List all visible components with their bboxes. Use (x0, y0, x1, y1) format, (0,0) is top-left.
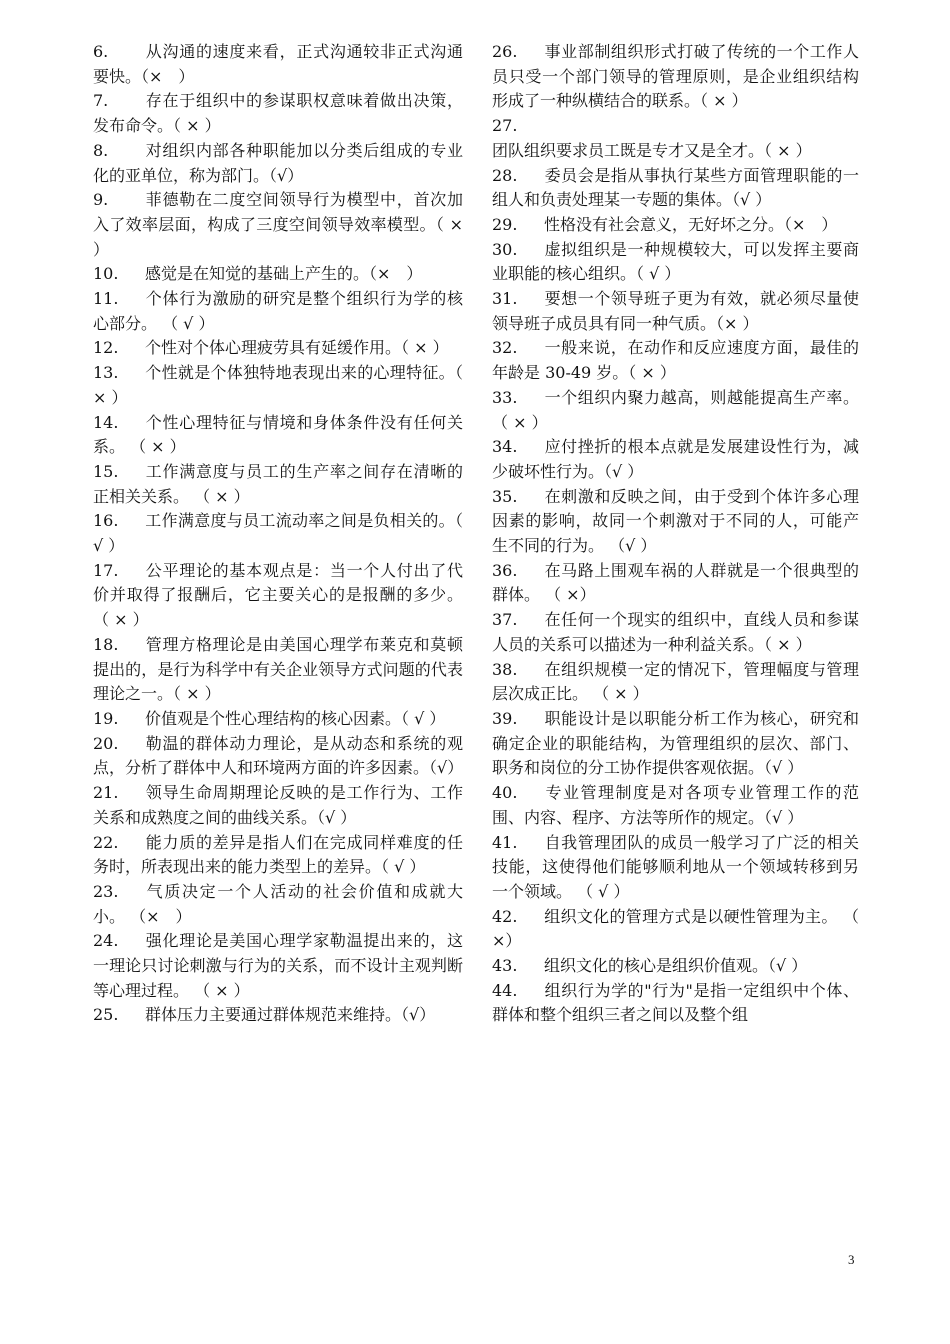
statement-item (93, 336, 463, 361)
statement-number: 13. (93, 363, 119, 383)
statement-number: 17. (93, 560, 119, 580)
statement-item (492, 781, 859, 830)
statement-number: 7. (93, 91, 109, 111)
statement-number: 6. (93, 42, 109, 61)
statement-item (492, 386, 859, 435)
statement-item (492, 485, 859, 559)
statement-text: 组织行为学的"行为"是指一定组织中个体、群体和整个组织三者之间以及整个组 (492, 980, 859, 1025)
statement-number: 44. (492, 980, 518, 1000)
statement-text: 菲德勒在二度空间领导行为模型中，首次加入了效率层面，构成了三度空间领导效率模型。（ × ） (93, 190, 463, 259)
statement-item (93, 139, 463, 188)
statement-item (93, 411, 463, 460)
statement-text: 工作满意度与员工流动率之间是负相关的。（ √ ） (93, 511, 463, 556)
statement-item (93, 1003, 463, 1028)
statement-text: 个性心理特征与情境和身体条件没有任何关系。 （ × ） (93, 412, 463, 457)
statement-item (93, 188, 463, 262)
statement-item (492, 905, 859, 954)
statement-number: 15. (93, 461, 119, 481)
statement-number: 39. (492, 708, 518, 728)
statement-item (492, 559, 859, 608)
statement-number: 22. (93, 832, 119, 852)
statement-text: 从沟通的速度来看，正式沟通较非正式沟通要快。（× ） (93, 42, 463, 86)
statement-text: 个性对个体心理疲劳具有延缓作用。（ × ） (145, 338, 449, 358)
statement-number: 25. (93, 1005, 119, 1025)
statement-text: 勒温的群体动力理论，是从动态和系统的观点，分析了群体中人和环境两方面的许多因素。（√） (93, 733, 464, 778)
statement-text: 个性就是个体独特地表现出来的心理特征。（ × ） (93, 363, 463, 407)
statement-text: 在刺激和反映之间，由于受到个体许多心理因素的影响，故同一个刺激对于不同的人，可能产生不同的行为。 （√ ） (492, 486, 859, 556)
statement-number: 27. (492, 116, 518, 136)
statement-text: 应付挫折的根本点就是发展建设性行为，减少破坏性行为。（√ ） (492, 437, 859, 481)
statement-text: 在组织规模一定的情况下，管理幅度与管理层次成正比。 （ × ） (492, 659, 859, 704)
statement-item (93, 732, 463, 781)
statement-item (492, 213, 859, 238)
statement-text: 个体行为激励的研究是整个组织行为学的核心部分。 （ √ ） (93, 289, 463, 333)
statement-number: 14. (93, 412, 119, 432)
page-number: 3 (848, 1252, 855, 1267)
statement-item (93, 509, 463, 558)
statement-number: 8. (93, 140, 109, 160)
statement-item (93, 633, 463, 707)
statement-item (492, 954, 859, 979)
statement-number: 41. (492, 832, 518, 852)
statement-item (93, 89, 463, 138)
statement-number: 20. (93, 733, 119, 753)
statement-text: 管理方格理论是由美国心理学布莱克和莫顿提出的，是行为科学中有关企业领导方式问题的代表理论之一。（ × ） (93, 634, 463, 704)
statement-number: 42. (492, 906, 518, 926)
statement-item (492, 238, 859, 287)
statement-item (93, 707, 463, 732)
statement-number: 18. (93, 634, 119, 654)
statement-item (492, 831, 859, 905)
statement-text: 一个组织内聚力越高，则越能提高生产率。 （ × ） (492, 387, 859, 432)
statement-text: 存在于组织中的参谋职权意味着做出决策，发布命令。（ × ） (93, 91, 463, 136)
statement-item (492, 287, 859, 336)
statement-number: 16. (93, 511, 119, 531)
statement-text: 委员会是指从事执行某些方面管理职能的一组人和负责处理某一专题的集体。（√ ） (492, 165, 859, 210)
statement-item (93, 559, 463, 633)
statement-text: 能力质的差异是指人们在完成同样难度的任务时，所表现出来的能力类型上的差异。（ √ ） (93, 832, 463, 877)
statement-number: 34. (492, 437, 518, 457)
statement-number: 24. (93, 931, 119, 951)
statement-number: 36. (492, 560, 518, 580)
statement-item (492, 979, 859, 1028)
statement-number: 43. (492, 956, 518, 976)
statement-text: 价值观是个性心理结构的核心因素。（ √ ） (145, 708, 446, 728)
statement-text: 组织文化的管理方式是以硬性管理为主。 （ ×） (492, 906, 859, 951)
statement-text: 一般来说，在动作和反应速度方面，最佳的年龄是 30-49 岁。（ × ） (492, 338, 859, 383)
statement-text: 在任何一个现实的组织中，直线人员和参谋人员的关系可以描述为一种利益关系。（ × ） (492, 610, 859, 654)
statement-item (492, 164, 859, 213)
statement-number: 40. (492, 783, 518, 803)
statement-item (93, 40, 463, 89)
statement-text: 职能设计是以职能分析工作为核心，研究和确定企业的职能结构，为管理组织的层次、部门、职务和岗位的分工协作提供客观依据。（√ ） (492, 708, 859, 778)
statement-text: 公平理论的基本观点是：当一个人付出了代价并取得了报酬后，它主要关心的是报酬的多少。 （ × ） (93, 560, 463, 630)
statement-text: 组织文化的核心是组织价值观。（√ ） (544, 956, 808, 976)
statement-item (93, 781, 463, 830)
statement-text: 虚拟组织是一种规模较大，可以发挥主要商业职能的核心组织。（ √ ） (492, 239, 859, 284)
statement-item (93, 929, 463, 1003)
statement-number: 9. (93, 190, 109, 210)
statement-item (492, 435, 859, 484)
statement-text: 团队组织要求员工既是专才又是全才。（ × ） (492, 140, 812, 160)
statement-text: 强化理论是美国心理学家勒温提出来的，这一理论只讨论刺激与行为的关系，而不设计主观判断等心理过程。 （ × ） (93, 931, 463, 1000)
statement-text: 性格没有社会意义，无好坏之分。（× ） (544, 214, 838, 234)
statement-item (93, 361, 463, 410)
statement-number: 21. (93, 783, 119, 803)
statement-number: 19. (93, 708, 119, 728)
statement-item (492, 114, 859, 163)
left-column (93, 40, 463, 1028)
statement-number: 37. (492, 610, 518, 630)
statement-number: 38. (492, 659, 518, 679)
statement-text: 自我管理团队的成员一般学习了广泛的相关技能，这使得他们能够顺利地从一个领域转移到另一个领域。 （ √ ） (492, 832, 859, 901)
statement-number: 29. (492, 214, 518, 234)
statement-number: 35. (492, 486, 518, 506)
right-column (492, 40, 859, 1028)
statement-number: 26. (492, 42, 518, 61)
statement-item (492, 608, 859, 657)
statement-text: 气质决定一个人活动的社会价值和成就大小。 （× ） (93, 881, 463, 926)
statement-item (492, 336, 859, 385)
statement-text: 领导生命周期理论反映的是工作行为、工作关系和成熟度之间的曲线关系。（√ ） (93, 783, 463, 827)
statement-number: 11. (93, 289, 119, 309)
statement-number: 33. (492, 387, 518, 407)
statement-text: 工作满意度与员工的生产率之间存在清晰的正相关关系。 （ × ） (93, 461, 463, 506)
statement-number: 32. (492, 338, 518, 358)
statement-item (492, 658, 859, 707)
statement-number: 31. (492, 289, 518, 309)
statement-text: 事业部制组织形式打破了传统的一个工作人员只受一个部门领导的管理原则，是企业组织结构形成了一种纵横结合的联系。（ × ） (492, 42, 859, 111)
statement-number: 10. (93, 264, 119, 284)
statement-item (93, 460, 463, 509)
statement-item (93, 262, 463, 287)
statement-text: 在马路上围观车祸的人群就是一个很典型的群体。 （ ×） (492, 560, 859, 605)
statement-text: 群体压力主要通过群体规范来维持。（√） (145, 1005, 436, 1025)
statement-text: 要想一个领导班子更为有效，就必须尽量使领导班子成员具有同一种气质。（× ） (492, 289, 859, 333)
statement-number: 23. (93, 881, 119, 901)
statement-item (93, 831, 463, 880)
statement-item (93, 880, 463, 929)
statement-text: 专业管理制度是对各项专业管理工作的范围、内容、程序、方法等所作的规定。（√ ） (492, 783, 859, 827)
statement-number: 12. (93, 338, 119, 358)
statement-item (492, 40, 859, 114)
statement-item (93, 287, 463, 336)
statement-item (492, 707, 859, 781)
statement-number: 30. (492, 239, 518, 259)
statement-text: 感觉是在知觉的基础上产生的。（× ） (145, 264, 423, 284)
statement-text: 对组织内部各种职能加以分类后组成的专业化的亚单位，称为部门。（√） (93, 140, 463, 185)
statement-number: 28. (492, 165, 518, 185)
